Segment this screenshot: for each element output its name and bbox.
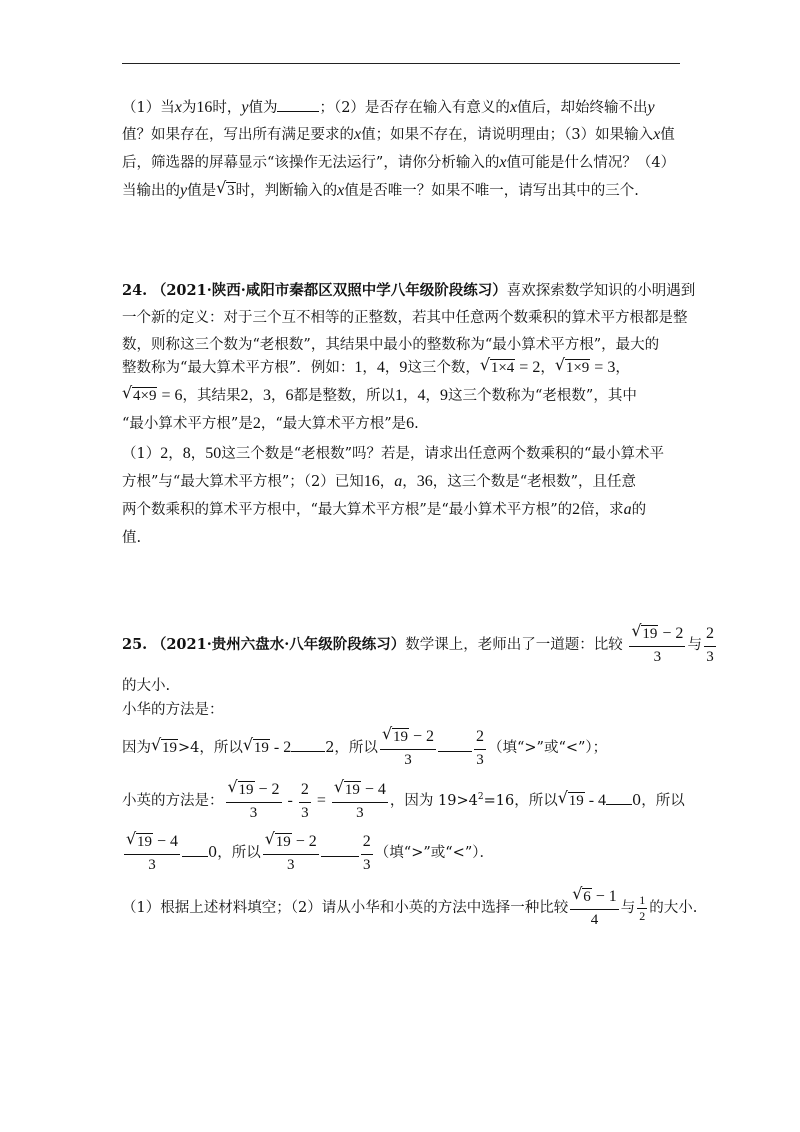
q24-line-8: 方根”与“最大算术平方根”；（2）已知16，a，36，这三个数是“老根数”，且任意 [122,473,637,490]
answer-blank[interactable] [277,97,319,112]
compare-blank-5[interactable] [321,842,359,857]
q25-line-7: （1）根据上述材料填空；（2）请从小华和小英的方法中选择一种比较 √ $\frac{6 - 1}{4}$ 与 $\frac{1}{2}$ 的大小. [122,886,697,930]
q25-line-2: 的大小. [122,678,171,694]
q24-number: 24. [122,282,148,299]
q23-line-4: 当输出的y值是√ 3时，判断输入的x值是否唯一？如果不唯一，请写出其中的三个. [122,181,639,201]
header-rule [122,63,680,64]
q24-line-2: 一个新的定义：对于三个互不相等的正整数，若其中任意两个数乘积的算术平方根都是整 [122,310,688,326]
q25-number: 25. [122,636,148,653]
compare-blank-1[interactable] [291,737,325,752]
q24-line-5: √ 4×9 = 6，其结果2，3，6都是整数，所以1，4，9这三个数称为“老根数”，其中 [122,386,637,406]
q25-line-6: √ $\frac{19 - 4}{3}$ 0，所以 √ $\frac{19 - 2}{3}$ $\frac{2}{3}$ （填“>”或“<”）． [122,831,494,875]
q24-line-7: （1）2，8，50这三个数是“老根数”吗？若是，请求出任意两个数乘积的“最小算术平 [122,445,664,462]
q25-line-5: 小英的方法是： √ $\frac{19 - 2}{3}$ - $\frac{2}{3}$ = √ $\frac{19 - 4}{3}$ ，因为 $19>4^2=16$，所以√ 19 - 4 0，所以 [122,779,685,823]
compare-blank-3[interactable] [606,790,632,805]
q24-line-1: 24. （2021·陕西·咸阳市秦都区双照中学八年级阶段练习）喜欢探索数学知识的小明遇到 [122,282,696,299]
q24-line-6: “最小算术平方根”是2，“最大算术平方根”是6. [122,415,419,432]
q25-line-3: 小华的方法是： [122,702,224,718]
fraction-1-over-2: $\frac{1}{2}$ [639,893,646,923]
compare-blank-2[interactable] [438,737,472,752]
q24-line-4: 整数称为“最大算术平方根”．例如：1，4，9这三个数，√ 1×4 = 2，√ 1×9 = 3， [122,358,630,378]
q24-line-9: 两个数乘积的算术平方根中，“最大算术平方根”是“最小算术平方根”的2倍，求a的 [122,501,647,518]
fraction-2-over-3: $\frac{2}{3}$ [705,625,714,665]
q23-line-1: （1）当x为16时，y值为 ；（2）是否存在输入有意义的x值后，却始终输不出y [122,99,655,116]
fraction-sqrt19-minus-2-over-3: √ $\frac{19 - 2}{3}$ [629,623,685,667]
q24-source: （2021·陕西·咸阳市秦都区双照中学八年级阶段练习） [151,282,507,299]
q24-line-3: 数，则称这三个数为“老根数”，其结果中最小的整数称为“最小算术平方根”，最大的 [122,337,660,353]
sqrt-1x4: √ 1×4 [481,358,515,378]
q25-line-1: 25. （2021·贵州六盘水·八年级阶段练习）数学课上，老师出了一道题：比较 √ $\frac{19 - 2}{3}$ 与 $\frac{2}{3}$ [122,623,718,667]
sqrt-1x9: √ 1×9 [556,358,590,378]
q23-line-3: 后，筛选器的屏幕显示“该操作无法运行”，请你分析输入的x值可能是什么情况？（4） [122,154,676,171]
q24-line-10: 值. [122,530,142,546]
fraction-sqrt6-minus-1-over-4: √ $\frac{6 - 1}{4}$ [570,886,619,930]
q25-source: （2021·贵州六盘水·八年级阶段练习） [151,636,406,653]
q23-line-2: 值？如果存在，写出所有满足要求的x值；如果不存在，请说明理由；（3）如果输入x值 [122,126,675,143]
q25-line-4: 因为√ 19>4，所以√ 19 - 2 2，所以 √ $\frac{19 - 2}{3}$ $\frac{2}{3}$ （填“>”或“<”）； [122,726,607,770]
sqrt-4x9: √ 4×9 [123,386,157,406]
compare-blank-4[interactable] [182,842,208,857]
sqrt-3: √ 3 [217,181,236,201]
